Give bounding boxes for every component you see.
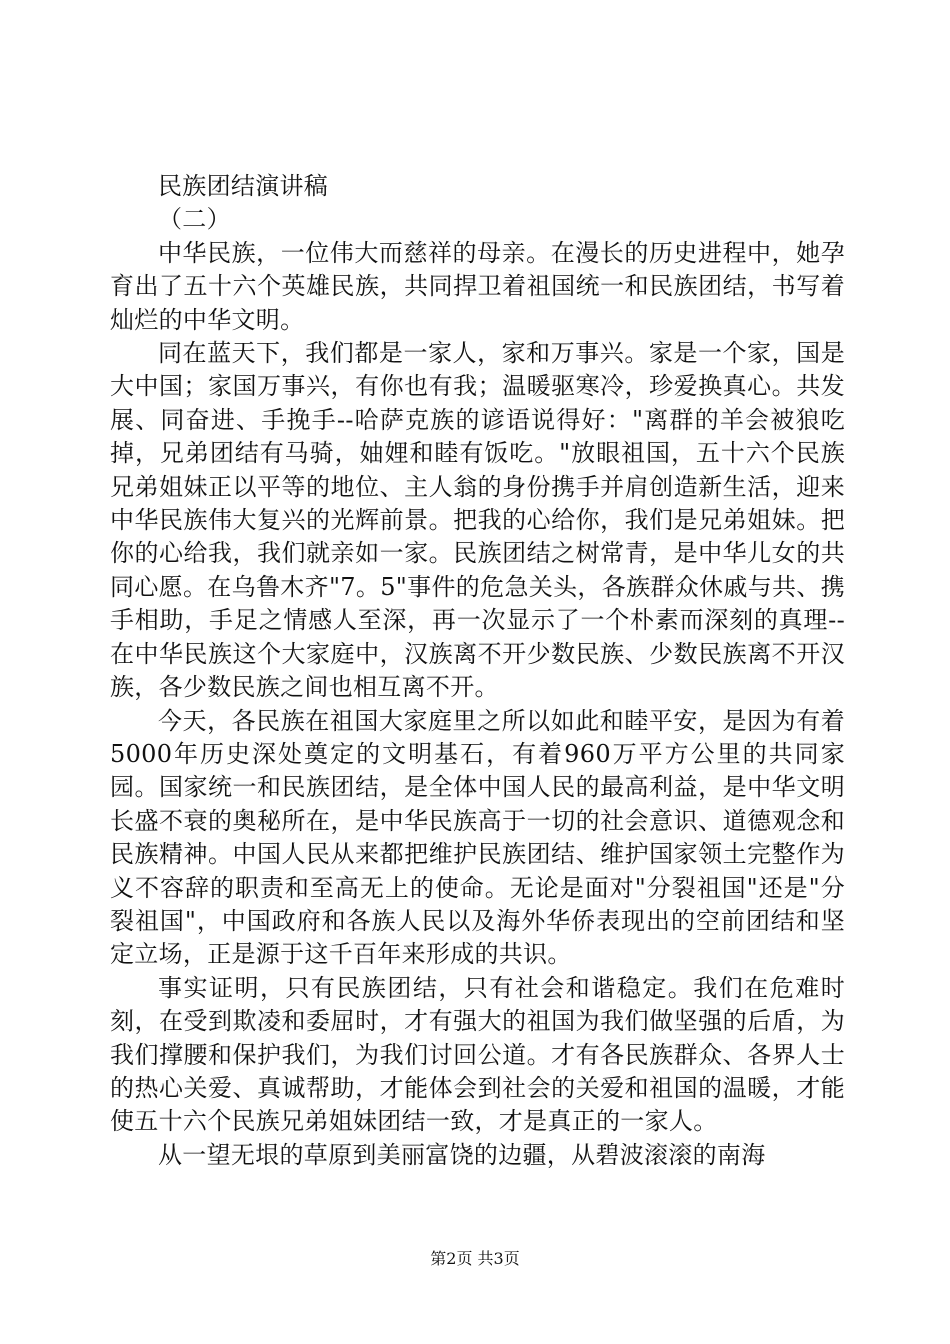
paragraph: 今天，各民族在祖国大家庭里之所以如此和睦平安，是因为有着5000年历史深处奠定的文明基石，有着960万平方公里的共同家园。国家统一和民族团结，是全体中国人民的最高利益，是中华文明长盛不衰的奥秘所在，是中华民族高于一切的社会意识、道德观念和民族精神。中国人民从来都把维护民族团结、维护国家领土完整作为义不容辞的职责和至高无上的使命。无论是面对"分裂祖国"还是"分裂祖国"，中国政府和各族人民以及海外华侨表现出的空前团结和坚定立场，正是源于这千百年来形成的共识。 [110,706,845,969]
document-title: 民族团结演讲稿 [158,172,329,200]
paragraph: 中华民族，一位伟大而慈祥的母亲。在漫长的历史进程中，她孕育出了五十六个英雄民族，共同捍卫着祖国统一和民族团结，书写着灿烂的中华文明。 [110,238,845,334]
paragraph: 事实证明，只有民族团结，只有社会和谐稳定。我们在危难时刻，在受到欺凌和委屈时，才有强大的祖国为我们做坚强的后盾，为我们撑腰和保护我们，为我们讨回公道。才有各民族群众、各界人士的热心关爱、真诚帮助，才能体会到社会的关爱和祖国的温暖，才能使五十六个民族兄弟姐妹团结一致，才是真正的一家人。 [110,973,845,1136]
document-body [110,170,845,1172]
page-footer: 第2页 共3页 [430,1249,520,1268]
paragraph: 从一望无垠的草原到美丽富饶的边疆，从碧波滚滚的南海 [158,1140,766,1169]
paragraph: 同在蓝天下，我们都是一家人，家和万事兴。家是一个家，国是大中国；家国万事兴，有你也有我；温暖驱寒冷，珍爱换真心。共发展、同奋进、手挽手--哈萨克族的谚语说得好："离群的羊会被狼吃掉，兄弟团结有马骑，妯娌和睦有饭吃。"放眼祖国，五十六个民族兄弟姐妹正以平等的地位、主人翁的身份携手并肩创造新生活，迎来中华民族伟大复兴的光辉前景。把我的心给你，我们是兄弟姐妹。把你的心给我，我们就亲如一家。民族团结之树常青，是中华儿女的共同心愿。在乌鲁木齐"7。5"事件的危急关头，各族群众休戚与共、携手相助，手足之情感人至深，再一次显示了一个朴素而深刻的真理--在中华民族这个大家庭中，汉族离不开少数民族、少数民族离不开汉族，各少数民族之间也相互离不开。 [110,339,845,702]
document-subtitle: （二） [158,205,231,234]
